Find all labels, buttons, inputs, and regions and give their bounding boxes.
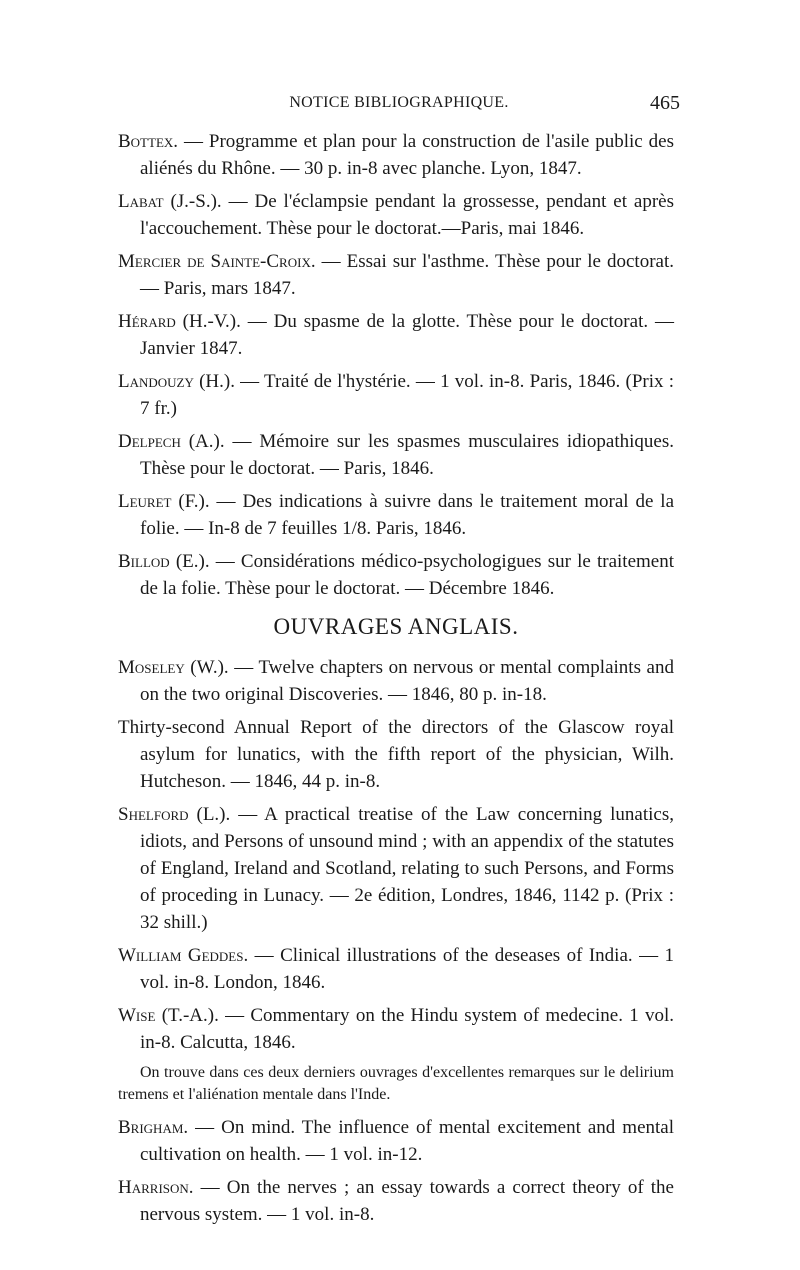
entry-author: Delpech (A.). (118, 431, 225, 452)
bibliography-entry (118, 128, 674, 182)
entry-text: — Clinical illustrations of the deseases of India. — 1 vol. in-8. London, 1846. (140, 945, 674, 993)
bibliography-entry (118, 714, 674, 795)
entry-author: Wise (T.-A.). (118, 1005, 219, 1026)
bibliography-entry (118, 801, 674, 936)
french-entries (118, 128, 674, 602)
bibliography-body (118, 128, 674, 1234)
entry-text: — Commentary on the Hindu system of medecine. 1 vol. in-8. Calcutta, 1846. (140, 1005, 674, 1053)
entry-text: — Traité de l'hystérie. — 1 vol. in-8. Paris, 1846. (Prix : 7 fr.) (140, 371, 674, 419)
entry-author: Leuret (F.). (118, 491, 210, 512)
entry-author: Hérard (H.-V.). (118, 311, 241, 332)
entry-author: Brigham. (118, 1117, 189, 1138)
entry-author: Mercier de Sainte-Croix. (118, 251, 316, 272)
bibliography-entry (118, 188, 674, 242)
entry-text: — Mémoire sur les spasmes musculaires idiopathiques. Thèse pour le doctorat. — Paris, 1846. (140, 431, 674, 479)
entry-author: Moseley (W.). (118, 657, 229, 678)
bibliography-entry (118, 1174, 674, 1228)
page-header (118, 92, 680, 120)
bibliography-entry (118, 488, 674, 542)
entry-text: — Du spasme de la glotte. Thèse pour le doctorat. — Janvier 1847. (140, 311, 674, 359)
entry-author: Shelford (L.). (118, 804, 231, 825)
bibliography-entry (118, 1114, 674, 1168)
entry-text: Thirty-second Annual Report of the directors of the Glascow royal asylum for lunatics, with the fifth report of the physician, Wilh. Hutcheson. — 1846, 44 p. in-8. (118, 717, 674, 792)
section-heading: OUVRAGES ANGLAIS. (273, 614, 519, 639)
english-entries (118, 654, 674, 1056)
entry-author: Labat (J.-S.). (118, 191, 222, 212)
final-entries (118, 1114, 674, 1228)
entry-author: Harrison. (118, 1177, 194, 1198)
entry-author: Billod (E.). (118, 551, 210, 572)
bibliography-entry (118, 428, 674, 482)
entry-text: — A practical treatise of the Law concerning lunatics, idiots, and Persons of unsound mind ; with an appendix of the statutes of England, Ireland and Scotland, relating to such Persons, and Forms of proceding in Lunacy. — 2e édition, Londres, 1846, 1142 p. (Prix : 32 shill.) (140, 804, 674, 933)
bibliography-entry (118, 368, 674, 422)
entry-text: — Programme et plan pour la construction de l'asile public des aliénés du Rhône. — 30 p. in-8 avec planche. Lyon, 1847. (140, 131, 674, 179)
bibliography-entry (118, 654, 674, 708)
entry-text: — De l'éclampsie pendant la grossesse, pendant et après l'accouchement. Thèse pour le doctorat.—Paris, mai 1846. (140, 191, 675, 239)
entry-author: William Geddes. (118, 945, 249, 966)
bibliography-entry (118, 548, 674, 602)
entry-author: Bottex. (118, 131, 179, 152)
bibliography-entry (118, 248, 674, 302)
running-title: NOTICE BIBLIOGRAPHIQUE. (289, 94, 509, 111)
entry-text: — Des indications à suivre dans le traitement moral de la folie. — In-8 de 7 feuilles 1/8. Paris, 1846. (140, 491, 675, 539)
entry-text: — On mind. The influence of mental excitement and mental cultivation on health. — 1 vol. in-12. (140, 1117, 674, 1165)
bibliography-entry (118, 308, 674, 362)
editorial-note: On trouve dans ces deux derniers ouvrages d'excellentes remarques sur le delirium tremens et l'aliénation mentale dans l'Inde. (118, 1064, 674, 1103)
entry-text: — Considérations médico-psychologigues sur le traitement de la folie. Thèse pour le doctorat. — Décembre 1846. (140, 551, 674, 599)
entry-text: — On the nerves ; an essay towards a correct theory of the nervous system. — 1 vol. in-8. (140, 1177, 674, 1225)
bibliography-entry (118, 1002, 674, 1056)
entry-text: — Twelve chapters on nervous or mental complaints and on the two original Discoveries. — 1846, 80 p. in-18. (140, 657, 674, 705)
page-number: 465 (650, 92, 680, 114)
bibliography-entry (118, 942, 674, 996)
entry-author: Landouzy (H.). (118, 371, 235, 392)
entry-text: — Essai sur l'asthme. Thèse pour le doctorat. — Paris, mars 1847. (140, 251, 674, 299)
